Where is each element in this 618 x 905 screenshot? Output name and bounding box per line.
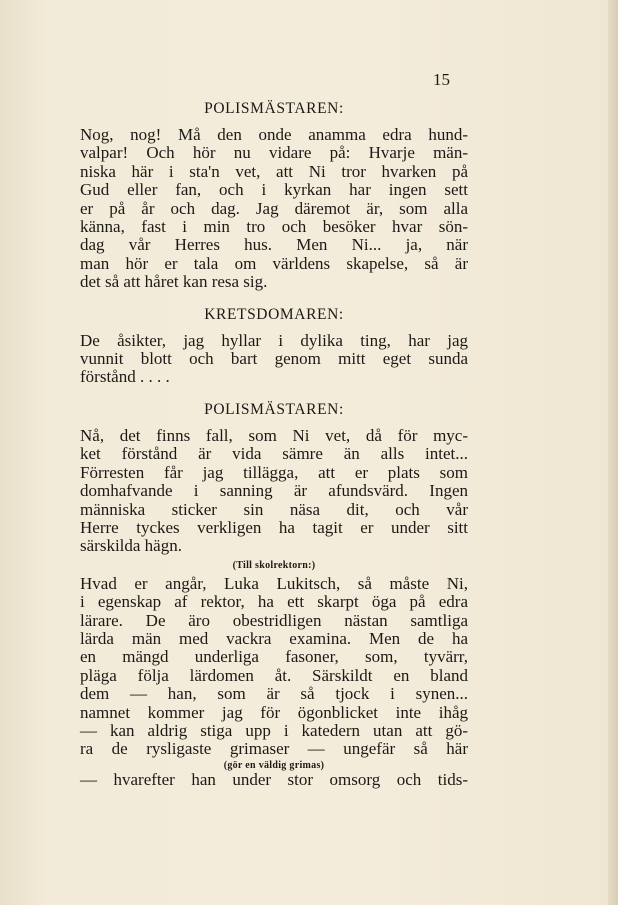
text-line: Förresten får jag tillägga, att er plats som [80,462,468,482]
text-line: namnet kommer jag för ögonblicket inte ihåg [80,702,468,722]
text-line: Gud eller fan, och i kyrkan har ingen sett [80,180,468,200]
text-line: vunnit blott och bart genom mitt eget sunda [80,349,468,369]
dialogue-paragraph [80,575,468,759]
text-line: särskilda hägn. [80,536,182,556]
text-line: dem — han, som är så tjock i synen... [80,684,468,704]
page-edge [608,0,618,905]
text-line: i egenskap af rektor, ha ett skarpt öga på edra [80,592,468,612]
text-line: människa sticker sin näsa dit, och vår [80,499,468,519]
text-line: — hvarefter han under stor omsorg och tids- [80,769,468,789]
text-line: förstånd . . . . [80,367,170,387]
text-line: det så att håret kan resa sig. [80,272,268,292]
text-line: Nog, nog! Må den onde anamma edra hund- [80,125,468,144]
text-line: man hör er tala om världens skapelse, så är [80,253,468,273]
speaker-heading: POLISMÄSTAREN: [204,100,344,117]
text-block [80,100,468,789]
text-line: Hvad er angår, Luka Lukitsch, så måste Ni, [80,573,468,593]
text-line: lärda män med vackra examina. Men de ha [80,628,468,648]
dialogue-paragraph [80,332,468,387]
text-line: Nå, det finns fall, som Ni vet, då för myc- [80,425,468,445]
text-line: känna, fast i min tro och besöker hvar sön- [80,217,468,237]
text-line: en mängd underliga fasoner, som, tyvärr, [80,647,468,667]
text-line: domhafvande i sanning är afundsvärd. Ingen [80,481,468,501]
text-line: ket förstånd är vida sämre än alls intet... [80,444,468,464]
speaker-heading: POLISMÄSTAREN: [204,400,344,418]
text-line: pläga följa lärdomen åt. Särskildt en bland [80,665,468,685]
speaker-heading: KRETSDOMAREN: [204,305,344,323]
text-line: valpar! Och hör nu vidare på: Hvarje män- [80,143,468,163]
text-line: ra de rysligaste grimaser — ungefär så här [80,739,468,759]
text-line: lärare. De äro obestridligen nästan samtliga [80,610,468,630]
text-line: Herre tyckes verkligen ha tagit er under sitt [80,517,468,537]
text-line: De åsikter, jag hyllar i dylika ting, har jag [80,330,468,350]
page-number: 15 [433,70,450,89]
dialogue-paragraph [80,771,468,789]
dialogue-paragraph [80,126,468,292]
text-line: — kan aldrig stiga upp i katedern utan att gö- [80,720,468,740]
dialogue-paragraph [80,427,468,556]
text-line: niska här i sta'n vet, att Ni tror hvarken på [80,161,468,181]
text-line: dag vår Herres hus. Men Ni... ja, när [80,235,468,255]
stage-direction: (gör en väldig grimas) [223,759,325,771]
stage-direction: (Till skolrektorn:) [232,559,316,571]
text-line: er på år och dag. Jag däremot är, som alla [80,198,468,218]
